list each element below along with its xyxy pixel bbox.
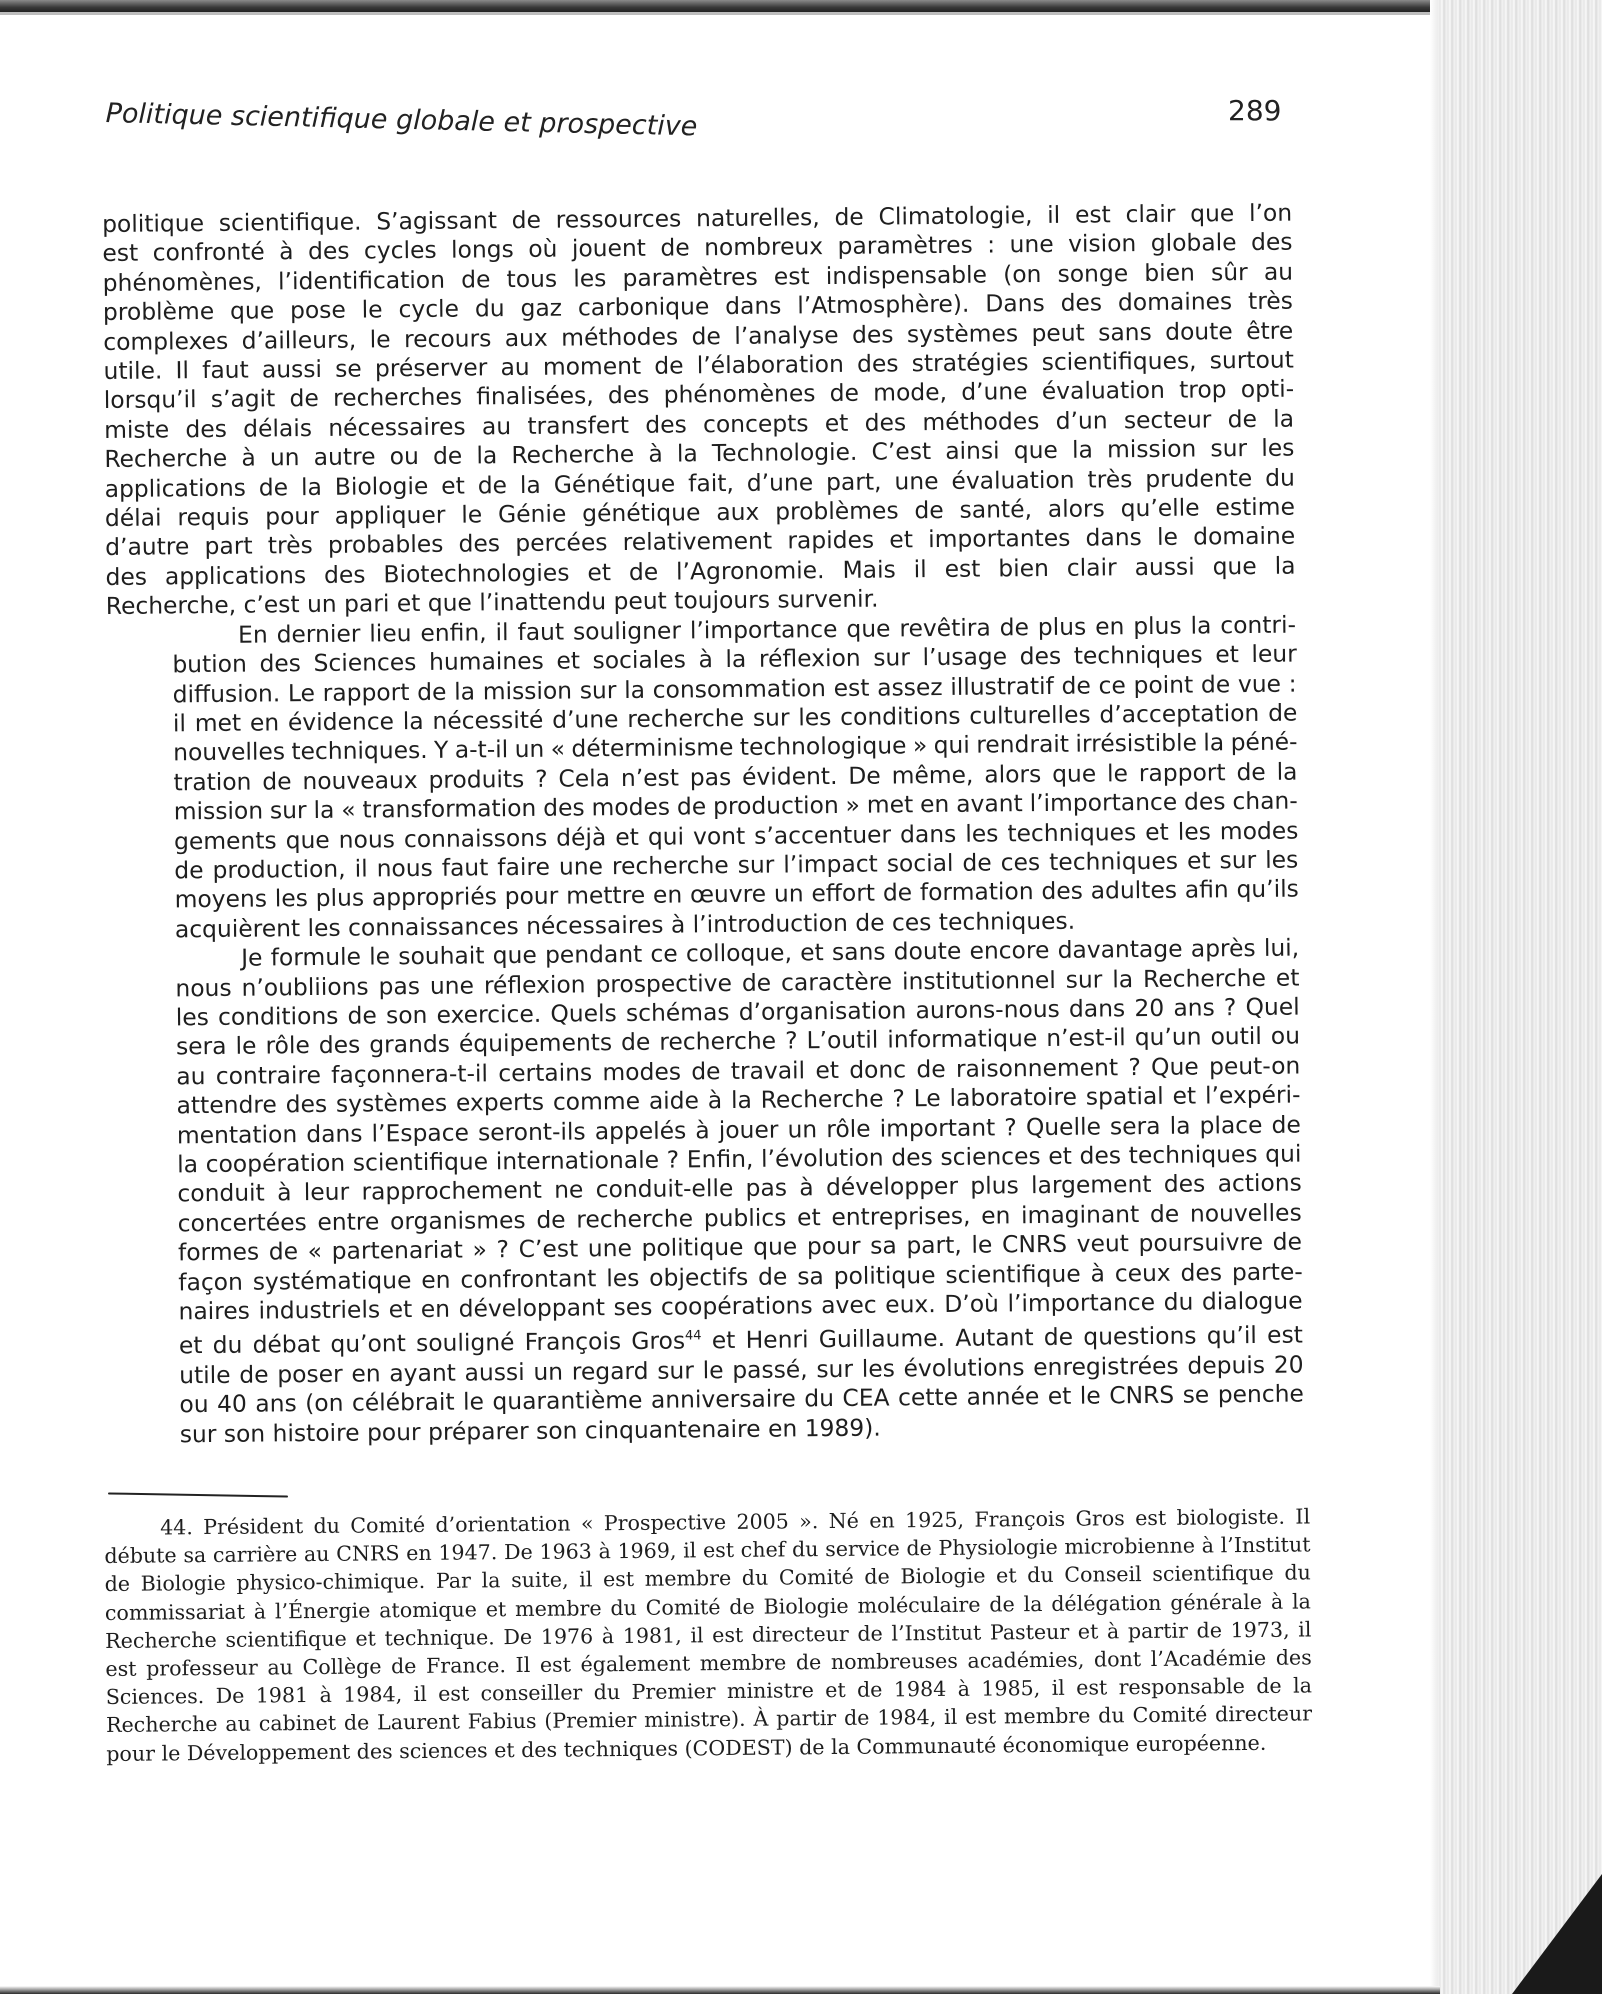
footnote-line: débute sa carrière au CNRS en 1947. De 1963 à 1969, il est chef du service de Physiologie microbienne à l’Institut [104,1532,1311,1569]
text-line: Je formule le souhait que pendant ce colloque, et sans doute encore davantage après lui, [241,933,1300,972]
text-line: complexes d’ailleurs, le recours aux méthodes de l’analyse des systèmes peut sans doute être [103,316,1294,356]
text-line: naires industriels et en développant ses coopérations avec eux. D’où l’importance du dialogue [178,1286,1303,1326]
footnote-line: de Biologie physico-chimique. Par la suite, il est membre du Comité de Biologie et du Conseil scientifique du [104,1560,1311,1597]
text-line: diffusion. Le rapport de la mission sur la consommation est assez illustratif de ce point de vue : [172,669,1297,708]
footnote-separator [108,1492,288,1497]
text-line: lorsqu’il s’agit de recherches finalisées, des phénomènes de mode, d’une évaluation trop opti- [103,375,1295,415]
text-line: tration de nouveaux produits ? Cela n’est pas évident. De même, alors que le rapport de la [173,757,1298,797]
running-title: Politique scientifique globale et prospective [105,98,698,143]
text-line: est confronté à des cycles longs où jouent de nombreux paramètres : une vision globale des [102,227,1293,268]
text-line: la coopération scientifique internationale ? Enfin, l’évolution des sciences et des techniques qui [177,1139,1302,1179]
text-line: sera le rôle des grands équipements de recherche ? L’outil informatique n’est-il qu’un outil ou [175,1021,1301,1061]
text-line: mission sur la « transformation des modes de production » met en avant l’importance des chan- [173,786,1298,826]
text-line: de production, il nous faut faire une recherche sur l’impact social de ces techniques et sur les [174,845,1299,885]
text-line: phénomènes, l’identification de tous les paramètres est indispensable (on songe bien sûr au [102,257,1294,297]
text-line: des applications des Biotechnologies et de l’Agronomie. Mais il est bien clair aussi que la [105,551,1296,591]
footnote-line: Recherche au cabinet de Laurent Fabius (Premier ministre). À partir de 1984, il est membre du Comité directeur [105,1701,1313,1738]
footnote-line: commissariat à l’Énergie atomique et membre du Comité de Biologie moléculaire de la délégation générale à la [104,1589,1312,1625]
text-line: il met en évidence la nécessité d’une recherche sur les conditions culturelles d’acceptation de [172,698,1298,738]
footnote-line: est professeur au Collège de France. Il est également membre de nombreuses académies, dont l’Académie des [105,1645,1312,1682]
text-line: nous n’oubliions pas une réflexion prospective de caractère institutionnel sur la Recherche et [175,963,1300,1002]
text-line: formes de « partenariat » ? C’est une politique que pour sa part, le CNRS veut poursuivre de [177,1227,1303,1267]
text-line: Recherche à un autre ou de la Recherche à la Technologie. C’est ainsi que la mission sur les [104,433,1295,474]
text-fragment: et Henri Guillaume. Autant de questions qu’il est [701,1320,1303,1355]
book-top-edge [0,0,1440,12]
text-line: d’autre part très probables des percées relativement rapides et importantes dans le domaine [105,522,1296,562]
footnote-line: Recherche scientifique et technique. De 1976 à 1981, il est directeur de l’Institut Pasteur et à partir de 1973, il [105,1617,1312,1653]
body-text [102,199,1304,1450]
footnote-line: 44. Président du Comité d’orientation « Prospective 2005 ». Né en 1925, François Gros est biologiste. Il [160,1504,1311,1540]
text-line: les conditions de son exercice. Quels schémas d’organisation aurons-nous dans 20 ans ? Quel [175,992,1300,1032]
footnote-44 [104,1502,1312,1767]
text-line: gements que nous connaissons déjà et qui vont s’accentuer dans les techniques et les modes [173,816,1299,855]
text-line: bution des Sciences humaines et sociales à la réflexion sur l’usage des techniques et leur [172,639,1297,679]
text-line: En dernier lieu enfin, il faut souligner l’importance que revêtira de plus en plus la contri- [237,610,1297,649]
footnote-line: Sciences. De 1981 à 1984, il est conseiller du Premier ministre et de 1984 à 1985, il est responsable de la [105,1673,1313,1710]
text-line: sur son histoire pour préparer son cinquantenaire en 1989). [179,1413,881,1448]
text-line: délai requis pour appliquer le Génie génétique aux problèmes de santé, alors qu’elle estime [104,492,1296,533]
text-line: Recherche, c’est un pari et que l’inattendu peut toujours survenir. [105,584,879,621]
text-line: nouvelles techniques. Y a-t-il un « déterminisme technologique » qui rendrait irrésistible la péné- [173,727,1298,767]
text-line: problème que pose le cycle du gaz carbonique dans l’Atmosphère). Dans des domaines très [102,286,1294,327]
text-line: mentation dans l’Espace seront-ils appelés à jouer un rôle important ? Quelle sera la place de [176,1110,1301,1149]
text-line: miste des délais nécessaires au transfert des concepts et des méthodes d’un secteur de la [103,404,1295,444]
book-top-edge-inner [0,12,1430,15]
text-line: utile de poser en ayant aussi un regard sur le passé, sur les évolutions enregistrées depuis 20 [179,1350,1304,1390]
text-line: acquièrent les connaissances nécessaires à l’introduction de ces techniques. [174,906,1076,944]
text-line: moyens les plus appropriés pour mettre en œuvre un effort de formation des adultes afin qu’ils [174,874,1299,914]
book-bottom-edge [0,1986,1440,1994]
page-stack-edges [1438,0,1602,1994]
text-line: concertées entre organismes de recherche publics et entreprises, en imaginant de nouvelles [177,1198,1302,1238]
paragraph-1 [102,199,1296,622]
footnote-line: pour le Développement des sciences et des techniques (CODEST) de la Communauté économique européenne. [106,1730,1267,1766]
text-line: attendre des systèmes experts comme aide à la Recherche ? Le laboratoire spatial et l’expéri- [176,1080,1301,1120]
text-line: ou 40 ans (on célébrait le quarantième anniversaire du CEA cette année et le CNRS se penche [179,1379,1305,1419]
text-line: utile. Il faut aussi se préserver au moment de l’élaboration des stratégies scientifiques, surtout [103,345,1294,386]
paragraph-3 [109,934,1304,1450]
text-fragment: et du débat qu’ont souligné François Gros [178,1326,686,1360]
text-line: applications de la Biologie et de la Génétique fait, d’une part, une évaluation très prudente du [104,463,1295,503]
text-line: façon systématique en confrontant les objectifs de sa politique scientifique à ceux des parte- [178,1257,1303,1296]
paragraph-2 [106,610,1299,945]
text-line: conduit à leur rapprochement ne conduit-elle pas à développer plus largement des actions [177,1168,1302,1208]
footnote-reference[interactable]: 44 [684,1328,702,1344]
text-line: politique scientifique. S’agissant de ressources naturelles, de Climatologie, il est clair que l’on [102,198,1293,238]
text-line: au contraire façonnera-t-il certains modes de travail et donc de raisonnement ? Que peut-on [176,1051,1301,1091]
page-number: 289 [1228,94,1282,127]
